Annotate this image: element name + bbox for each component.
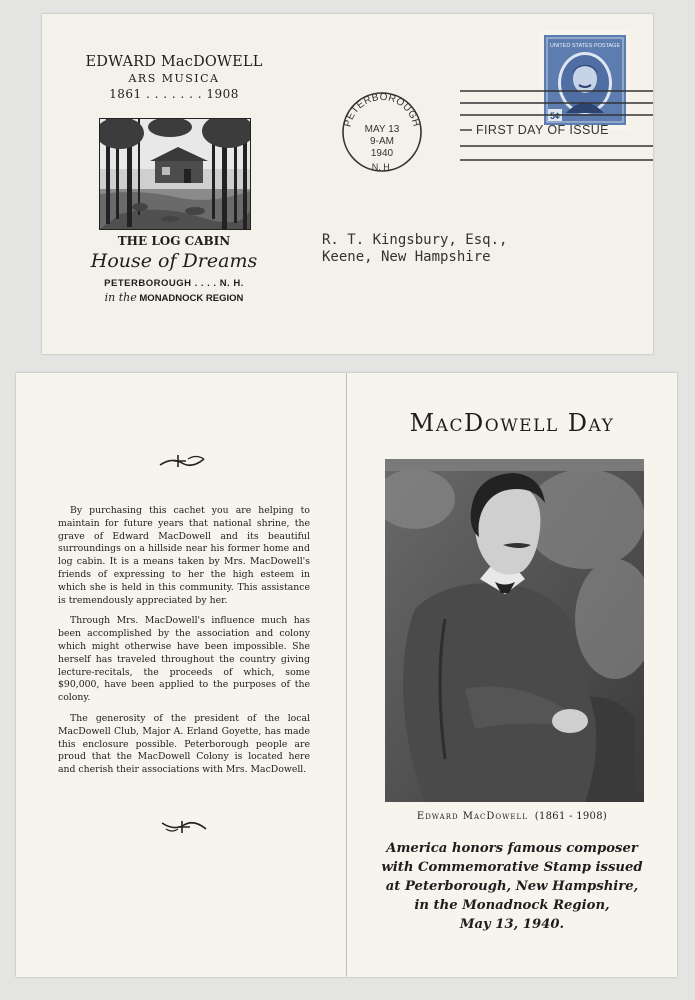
recipient-address [322, 232, 507, 266]
card-title: MacDowell Day [409, 409, 615, 437]
svg-text:PETERBOROUGH [342, 92, 421, 128]
postmark-date: MAY 13 [364, 124, 400, 135]
first-day-cancel [460, 86, 653, 168]
cachet-title: THE LOG CABIN [117, 234, 231, 248]
honors-line-3: at Peterborough, New Hampshire, [385, 879, 639, 894]
flourish-top-icon [158, 453, 208, 469]
portrait-caption [347, 811, 677, 822]
cachet-name: EDWARD MacDOWELL [85, 54, 263, 70]
appeal-text [58, 505, 310, 785]
honors-line-1: America honors famous composer [386, 841, 638, 856]
postmark-state: N. H. [371, 162, 393, 172]
cachet-region-prefix: in the [104, 291, 137, 304]
caption-name: Edward MacDowell [416, 811, 528, 822]
cachet-region [82, 291, 266, 304]
address-line-2: Keene, New Hampshire [322, 249, 491, 265]
insert-card-left [16, 373, 346, 977]
appeal-paragraph-3: The generosity of the president of the local MacDowell Club, Major A. Erland Goyette, has made this enclosure possible. Peterborough people are proud that the MacDowell Colony is located here and cherish their associations with Mrs. MacDowell. [58, 712, 310, 776]
appeal-paragraph-1: By purchasing this cachet you are helping to maintain for future years that national shrine, the grave of Edward MacDowell and its beautiful surroundings on a hillside near his former home and log cabin. It is a means taken by Mrs. MacDowell's friends of expressing to her the high esteem in which she is held in this community. This assistance is tremendously appreciated by her. [58, 505, 310, 606]
honors-line-2: with Commemorative Stamp issued [381, 860, 643, 875]
address-line-1: R. T. Kingsbury, Esq., [322, 232, 508, 248]
cachet-ars-musica: ARS MUSICA [128, 72, 220, 85]
log-cabin-engraving [99, 118, 251, 230]
envelope [42, 14, 653, 354]
cachet [84, 54, 264, 304]
postmark [340, 90, 424, 174]
stamp-value: 5¢ [549, 111, 561, 121]
macdowell-portrait [385, 459, 644, 802]
flourish-bottom-icon [160, 819, 210, 835]
postmark-city: PETERBOROUGH [342, 91, 422, 129]
postmark-time: 9-AM [370, 136, 394, 147]
cachet-place: PETERBOROUGH . . . . N. H. [104, 278, 244, 289]
appeal-paragraph-2: Through Mrs. MacDowell's influence much has been accomplished by the association and colony which might otherwise have been impossible. She herself has traveled throughout the country giving lecture-recitals, the proceeds of which, some $90,000, have been applied to the purposes of the colony. [58, 615, 310, 704]
insert-card-right [347, 373, 677, 977]
cachet-region-name: MONADNOCK REGION [139, 293, 244, 304]
cachet-subtitle: House of Dreams [90, 250, 258, 272]
honors-line-4: in the Monadnock Region, [414, 898, 610, 913]
cachet-years: 1861 . . . . . . . 1908 [109, 87, 239, 101]
caption-years: (1861 - 1908) [534, 811, 608, 822]
postmark-year: 1940 [370, 148, 394, 159]
honors-line-5: May 13, 1940. [459, 917, 565, 932]
cancel-slogan: FIRST DAY OF ISSUE [476, 123, 609, 137]
stamp-label: UNITED STATES POSTAGE [549, 43, 621, 49]
commemoration-text [367, 839, 657, 934]
